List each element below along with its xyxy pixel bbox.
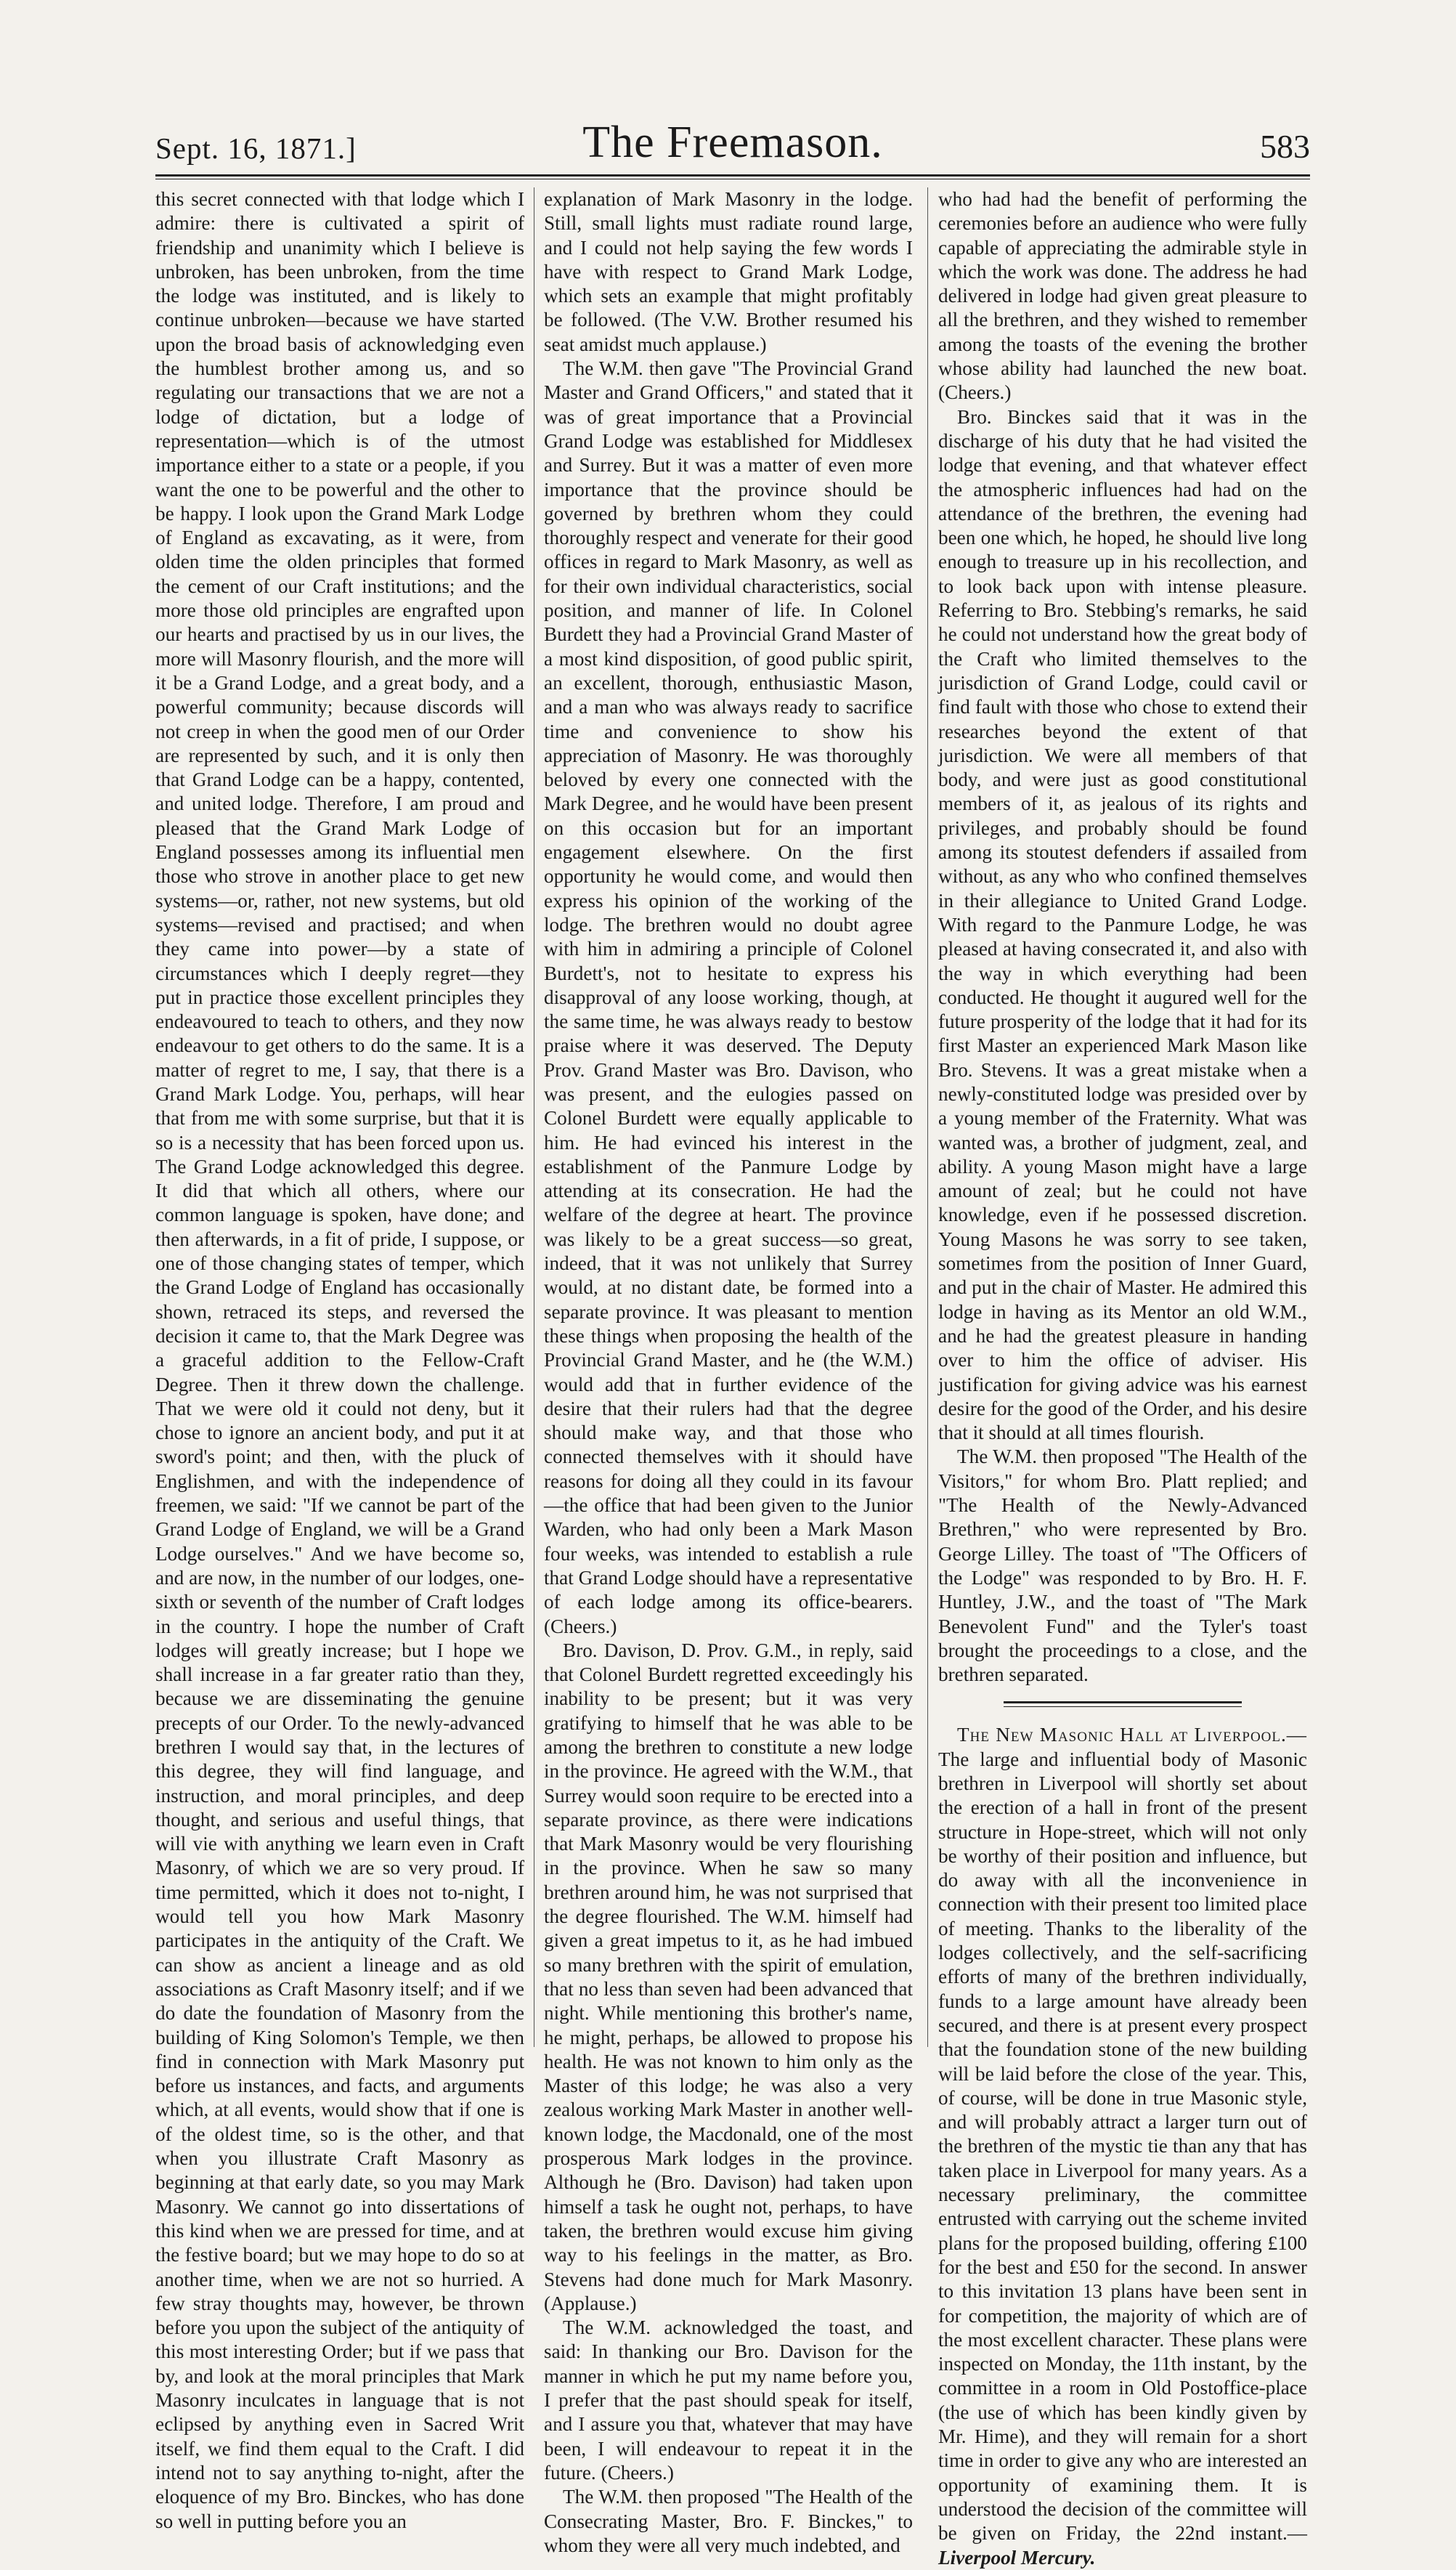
masthead-rule [155, 174, 1310, 177]
article-heading: The New Masonic Hall at Liverpool.— [957, 1724, 1307, 1746]
article-source: Liverpool Mercury. [938, 2546, 1096, 2569]
paragraph: The W.M. acknowledged the toast, and said: In thanking our Bro. Davison for the manner in which he put my name before you, I prefer that the past should speak for itself, and I assure you that, whatever that may have been, I will endeavour to repeat it in the future. (Cheers.) [544, 2316, 913, 2484]
page-number: 583 [1260, 128, 1310, 165]
newspaper-title: The Freemason. [582, 118, 883, 167]
column-3 [938, 187, 1307, 2569]
paragraph: Bro. Binckes said that it was in the discharge of his duty that he had visited the lodge that evening, and that whatever effect the atmospheric influences had had on the attendance of the brethren, the evening had been one which, he hoped, he should live long enough to treasure up in his recollection, and to look back upon with intense pleasure. Referring to Bro. Stebbing's remarks, he said he could not understand how the great body of the Craft who limited themselves to the jurisdiction of Grand Lodge, could cavil or find fault with those who chose to extend their researches beyond the extent of that jurisdiction. We were all members of that body, and were just as good constitutional members of it, as jealous of its rights and privileges, and probably should be found among its stoutest defenders if assailed from without, as any who who confined themselves in their allegiance to United Grand Lodge. With regard to the Panmure Lodge, he was pleased at having consecrated it, and also with the way in which everything had been conducted. He thought it augured well for the future prosperity of the lodge that it had for its first Master an experienced Mark Mason like Bro. Stevens. It was a great mistake when a newly-constituted lodge was presided over by a young member of the Fraternity. What was wanted was, a brother of judgment, zeal, and ability. A young Mason might have a large amount of zeal; but he could not have knowledge, even if he possessed discretion. Young Masons he was sorry to see taken, sometimes from the position of Inner Guard, and put in the chair of Master. He admired this lodge in having as its Mentor an old W.M., and he had the greatest pleasure in handing over to him the office of adviser. His justification for giving advice was his earnest desire for the good of the Order, and his desire that it should at all times flourish. [938, 405, 1307, 1444]
paragraph: Bro. Davison, D. Prov. G.M., in reply, said that Colonel Burdett regretted exceedingly his inability to be present; but it was very gratifying to himself that he was able to be among the brethren to constitute a new lodge in the province. He agreed with the W.M., that Surrey would soon require to be erected into a separate province, as there were indications that Mark Masonry would be very flourishing in the province. When he saw so many brethren around him, he was not surprised that the degree flourished. The W.M. himself had given a great impetus to it, as he had imbued so many brethren with the spirit of emulation, that no less than seven had been advanced that night. While mentioning this brother's name, he might, perhaps, be allowed to propose his health. He was not known to him only as the Master of this lodge; he was also a very zealous working Mark Master in another well-known lodge, the Macdonald, one of the most prosperous Mark lodges in the province. Although he (Bro. Davison) had taken upon himself a task he ought not, perhaps, to have taken, the brethren would excuse him giving way to his feelings in the matter, as Bro. Stevens had done much for Mark Masonry. (Applause.) [544, 1639, 913, 2314]
paragraph: who had had the benefit of performing the ceremonies before an audience who were fully capable of appreciating the admirable style in which the work was done. The address he had delivered in lodge had given great pleasure to all the brethren, and they wished to remember among the toasts of the evening the brother whose ability had launched the new boat. (Cheers.) [938, 188, 1307, 404]
masthead [155, 113, 1310, 173]
column-2 [544, 187, 913, 2556]
article-separator [1004, 1701, 1242, 1707]
paragraph: The W.M. then gave "The Provincial Grand Master and Grand Officers," and stated that it was of great importance that a Provincial Grand Lodge was established for Middlesex and Surrey. But it was a matter of even more importance that the province should be governed by brethren whom they could thoroughly respect and venerate for their good offices in regard to Mark Masonry, as well as for their own individual characteristics, social position, and manner of life. In Colonel Burdett they had a Provincial Grand Master of a most kind disposition, of good public spirit, an excellent, thorough, enthusiastic Mason, and a man who was always ready to sacrifice time and convenience to show his appreciation of Masonry. He was thoroughly beloved by every one connected with the Mark Degree, and he would have been present on this occasion but for an important engagement elsewhere. On the first opportunity he would come, and would then express his opinion of the working of the lodge. The brethren would no doubt agree with him in admiring a principle of Colonel Burdett's, not to hesitate to express his disapproval of any loose working, though, at the same time, he was always ready to bestow praise where it was deserved. The Deputy Prov. Grand Master was Bro. Davison, who was present, and the eulogies passed on Colonel Burdett were equally applicable to him. He had evinced his interest in the establishment of the Panmure Lodge by attending at its consecration. He had the welfare of the degree at heart. The province was likely to be a great success—so great, indeed, that it was not unlikely that Surrey would, at no distant date, be formed into a separate province. It was pleasant to mention these things when proposing the health of the Provincial Grand Master, and he (the W.M.) would add that in further evidence of the desire that their rulers had that the degree should make way, and that those who connected themselves with it should have reasons for doing all they could in its favour—the office that had been given to the Junior Warden, who had only been a Mark Mason four weeks, was intended to establish a rule that Grand Lodge should have a representative of each lodge among its office-bearers. (Cheers.) [544, 357, 913, 1637]
paragraph: this secret connected with that lodge which I admire: there is cultivated a spirit of friendship and unanimity which I believe is unbroken, has been unbroken, from the time the lodge was instituted, and is likely to continue unbroken—because we have started upon the broad basis of acknowledging even the humblest brother among us, and so regulating our transactions that we are not a lodge of dictation, but a lodge of representation—which is of the utmost importance either to a state or a people, if you want the one to be powerful and the other to be happy. I look upon the Grand Mark Lodge of England as excavating, as it were, from olden time the olden principles that formed the cement of our Craft institutions; and the more those old principles are engrafted upon our hearts and practised by us in our lives, the more will Masonry flourish, and the more will it be a Grand Lodge, and a great body, and a powerful community; because discords will not creep in when the good men of our Order are represented by such, and it is only then that Grand Lodge can be a happy, contented, and united lodge. Therefore, I am proud and pleased that the Grand Mark Lodge of England possesses among its influential men those who strove in another place to get new systems—or, rather, not new systems, but old systems—revised and practised; and when they came into power—by a state of circumstances which I deeply regret—they put in practice those excellent principles they endeavoured to teach to others, and they now endeavour to get others to do the same. It is a matter of regret to me, I say, that there is a Grand Mark Lodge. You, perhaps, will hear that from me with some surprise, but that it is so is a necessity that has been forced upon us. The Grand Lodge acknowledged this degree. It did that which all others, where our common language is spoken, have done; and then afterwards, in a fit of pride, I suppose, or one of those changing states of temper, which the Grand Lodge of England has occasionally shown, retraced its steps, and reversed the decision it came to, that the Mark Degree was a graceful addition to the Fellow-Craft Degree. Then it threw down the challenge. That we were old it could not deny, but it chose to ignore an ancient body, and put it at sword's point; and then, with the pluck of Englishmen, and with the independence of freemen, we said: "If we cannot be part of the Grand Lodge of England, we will be a Grand Lodge ourselves." And we have become so, and are now, in the number of our lodges, one-sixth or seventh of the number of Craft lodges in the country. I hope the number of Craft lodges will greatly increase; but I hope we shall increase in a far greater ratio than they, because we are disseminating the genuine precepts of our Order. To the newly-advanced brethren I would say that, in the lectures of this degree, they will find language, and instruction, and moral principles, and deep thought, and serious and useful things, that will vie with anything we learn even in Craft Masonry, of which we are so very proud. If time permitted, which it does not to-night, I would tell you how Mark Masonry participates in the antiquity of the Craft. We can show as ancient a lineage and as old associations as Craft Masonry itself; and if we do date the foundation of Masonry from the building of King Solomon's Temple, we then find in connection with Mark Masonry put before us instances, and facts, and arguments which, at all events, would show that if one is of the oldest time, so is the other, and that when you illustrate Craft Masonry as beginning at that early date, so you may Mark Masonry. We cannot go into dissertations of this kind when we are pressed for time, and at the festive board; but we may hope to do so at another time, when we are not so hurried. A few stray thoughts may, however, be thrown before you upon the subject of the antiquity of this most interesting Order; but if we pass that by, and look at the moral principles that Mark Masonry inculcates in language that is not eclipsed by anything even in Sacred Writ itself, we find them equal to the Craft. I did intend not to say anything to-night, after the eloquence of my Bro. Binckes, who has done so well in putting before you an [155, 188, 524, 2532]
column-1 [155, 187, 524, 2532]
paragraph: The W.M. then proposed "The Health of the Visitors," for whom Bro. Platt replied; and "The Health of the Newly-Advanced Brethren," who were represented by Bro. George Lilley. The toast of "The Officers of the Lodge" was responded to by Bro. H. F. Huntley, J.W., and the toast of "The Mark Benevolent Fund" and the Tyler's toast brought the proceedings to a close, and the brethren separated. [938, 1446, 1307, 1686]
article-liverpool-hall [938, 1723, 1307, 2569]
article-body: The large and influential body of Masonic brethren in Liverpool will shortly set about the erection of a hall in front of the present structure in Hope-street, which will not only be worthy of their position and influence, but do away with all the inconvenience in connection with their present too limited place of meeting. Thanks to the liberality of the lodges collectively, and the self-sacrificing efforts of many of the brethren individually, funds to a large amount have already been secured, and there is at present every prospect that the foundation stone of the new building will be laid before the close of the year. This, of course, will be done in true Masonic style, and will probably attract a larger turn out of the brethren of the mystic tie than any that has taken place in Liverpool for many years. As a necessary preliminary, the committee entrusted with carrying out the scheme invited plans for the proposed building, offering £100 for the best and £50 for the second. In answer to this invitation 13 plans have been sent in for competition, the majority of which are of the most excellent character. These plans were inspected on Monday, the 11th instant, by the committee in a room in Old Postoffice-place (the use of which has been kindly given by Mr. Hime), and they will remain for a short time in order to give any who are interested an opportunity of examining them. It is understood the decision of the committee will be given on Friday, the 22nd instant.— [938, 1748, 1307, 2545]
issue-date: Sept. 16, 1871.] [155, 131, 357, 165]
column-divider [927, 187, 928, 2047]
paragraph: explanation of Mark Masonry in the lodge. Still, small lights must radiate round large, and I could not help saying the few words I have with respect to Grand Mark Lodge, which sets an example that might profitably be followed. (The V.W. Brother resumed his seat amidst much applause.) [544, 188, 913, 355]
paragraph: The W.M. then proposed "The Health of the Consecrating Master, Bro. F. Binckes," to whom they were all very much indebted, and [544, 2486, 913, 2556]
